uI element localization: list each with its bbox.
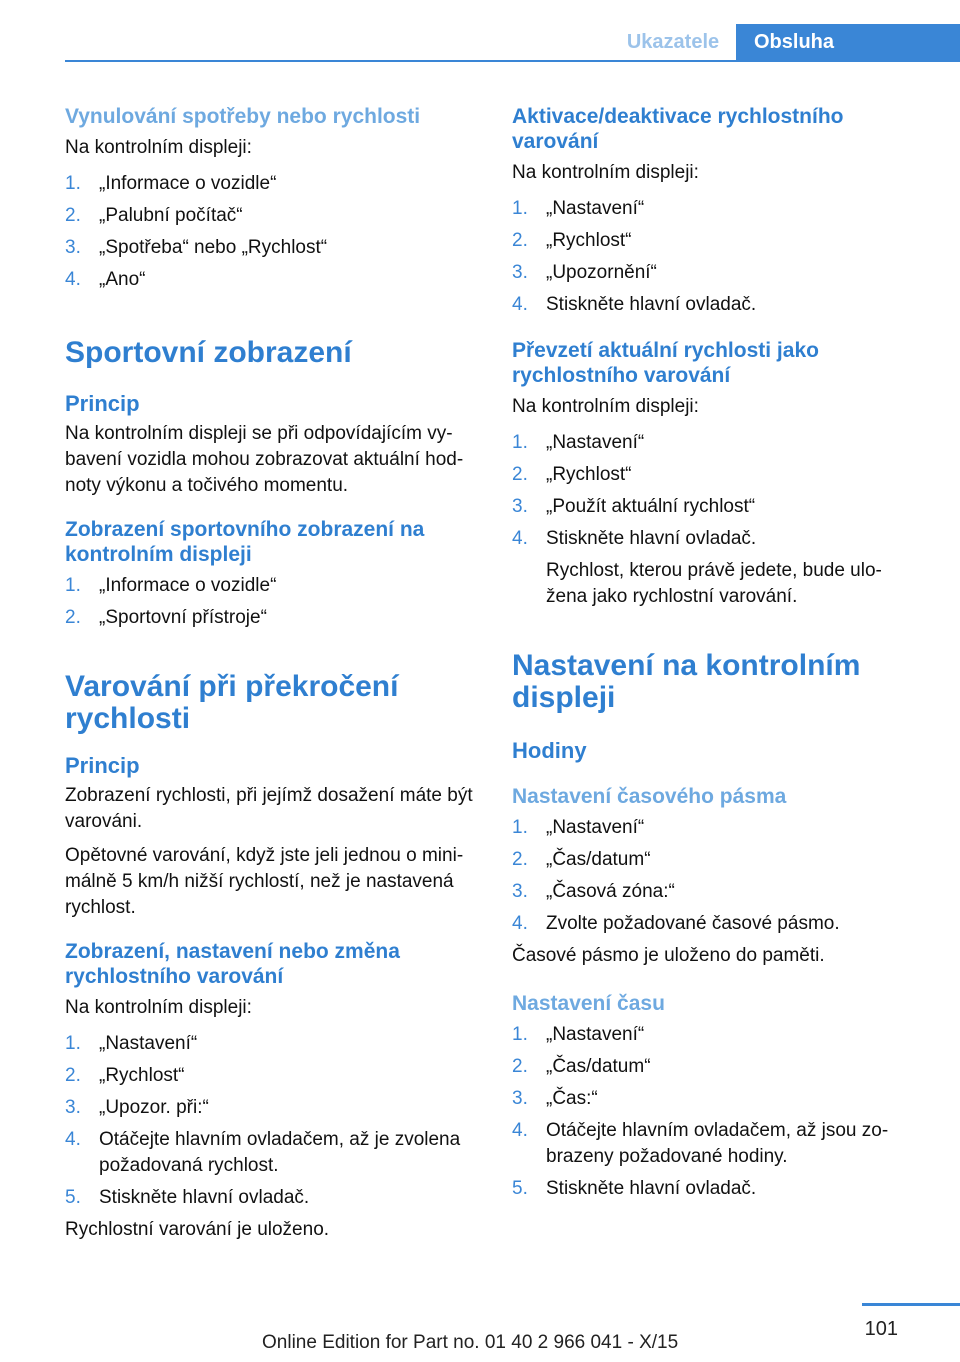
list-item: 4. „Ano“ bbox=[65, 269, 146, 290]
list-item: 2. „Palubní počítač“ bbox=[65, 205, 243, 226]
footer-rule bbox=[862, 1303, 960, 1306]
numbered-list bbox=[512, 430, 904, 552]
list-item: 3. „Časová zóna:“ bbox=[512, 881, 675, 902]
list-item: 2. „Rychlost“ bbox=[512, 230, 632, 251]
paragraph: Rychlostní varování je uloženo. bbox=[65, 1219, 330, 1240]
list-item: 2. „Čas/datum“ bbox=[512, 1056, 651, 1077]
list-item: 5. Stiskněte hlavní ovladač. bbox=[512, 1178, 757, 1199]
page-number: 101 bbox=[864, 1318, 898, 1340]
subheading: Princip bbox=[65, 391, 140, 416]
numbered-list bbox=[65, 1031, 485, 1211]
numbered-list bbox=[65, 171, 485, 293]
tab-obsluha: Obsluha bbox=[736, 24, 960, 61]
list-item: 2. „Rychlost“ bbox=[512, 464, 632, 485]
paragraph: Časové pásmo je uloženo do paměti. bbox=[512, 945, 825, 966]
list-item: 1. „Nastavení“ bbox=[512, 198, 645, 219]
paragraph: Opětovné varování, když jste jeli jednou o minimálně 5 km/h nižší rychlostí, než je nastavená rychlost. bbox=[65, 845, 464, 918]
list-item: 3. „Upozor. při:“ bbox=[65, 1097, 209, 1118]
list-item: 3. „Upozornění“ bbox=[512, 262, 657, 283]
list-item: 2. „Čas/datum“ bbox=[512, 849, 651, 870]
subheading: Hodiny bbox=[512, 738, 587, 763]
subheading: Zobrazení, nastavení nebo změna rychlostního varování bbox=[65, 940, 400, 988]
paragraph: Na kontrolním displeji: bbox=[512, 396, 699, 417]
subheading: Nastavení časového pásma bbox=[512, 785, 787, 808]
header-rule bbox=[65, 60, 960, 62]
paragraph: Na kontrolním displeji: bbox=[65, 137, 252, 158]
list-note: Rychlost, kterou právě jedete, bude uložena jako rychlostní varování. bbox=[546, 560, 882, 607]
list-item: 4. Stiskněte hlavní ovladač. bbox=[512, 294, 757, 315]
list-item: 2. „Rychlost“ bbox=[65, 1065, 185, 1086]
list-item: 4. Otáčejte hlavním ovladačem, až jsou zobrazeny požadované hodiny. bbox=[512, 1120, 889, 1167]
subheading: Nastavení času bbox=[512, 992, 665, 1015]
section-heading: Nastavení na kontrolním displeji bbox=[512, 649, 861, 714]
list-item: 1. „Informace o vozidle“ bbox=[65, 575, 277, 596]
list-item: 3. „Čas:“ bbox=[512, 1088, 598, 1109]
numbered-list bbox=[65, 573, 485, 631]
section-heading: Varování při překročení rychlosti bbox=[65, 670, 399, 735]
numbered-list bbox=[512, 1022, 904, 1202]
paragraph: Zobrazení rychlosti, při jejímž dosažení máte být varováni. bbox=[65, 785, 473, 832]
numbered-list bbox=[512, 815, 904, 937]
section-title: Vynulování spotřeby nebo rychlosti bbox=[65, 105, 421, 128]
list-item: 1. „Nastavení“ bbox=[512, 432, 645, 453]
list-item: 3. „Použít aktuální rychlost“ bbox=[512, 496, 756, 517]
paragraph: Na kontrolním displeji: bbox=[512, 162, 699, 183]
right-column bbox=[512, 104, 904, 1202]
list-item: 3. „Spotřeba“ nebo „Rychlost“ bbox=[65, 237, 328, 258]
numbered-list bbox=[512, 196, 904, 318]
tab-ukazatele: Ukazatele bbox=[626, 31, 720, 53]
list-item: 2. „Sportovní přístroje“ bbox=[65, 607, 267, 628]
subheading: Aktivace/deaktivace rychlostního varování bbox=[512, 105, 844, 153]
list-item: 4. Zvolte požadované časové pásmo. bbox=[512, 913, 840, 934]
section-heading: Sportovní zobrazení bbox=[65, 336, 352, 369]
footer-edition: Online Edition for Part no. 01 40 2 966 041 - X/15 bbox=[262, 1332, 679, 1353]
paragraph: Na kontrolním displeji se při odpovídajícím vybavení vozidla mohou zobrazovat aktuální hodnoty výkonu a točivého momentu. bbox=[65, 423, 464, 496]
list-item: 1. „Informace o vozidle“ bbox=[65, 173, 277, 194]
subheading: Převzetí aktuální rychlosti jako rychlostního varování bbox=[512, 339, 819, 387]
left-column bbox=[65, 104, 485, 1243]
list-item: 1. „Nastavení“ bbox=[512, 1024, 645, 1045]
list-item: 1. „Nastavení“ bbox=[512, 817, 645, 838]
list-item: 4. Otáčejte hlavním ovladačem, až je zvolena požadovaná rychlost. bbox=[65, 1129, 461, 1176]
paragraph: Na kontrolním displeji: bbox=[65, 997, 252, 1018]
subheading: Princip bbox=[65, 753, 140, 778]
subheading: Zobrazení sportovního zobrazení na kontrolním displeji bbox=[65, 518, 425, 566]
list-item: 1. „Nastavení“ bbox=[65, 1033, 198, 1054]
list-item: 4. Stiskněte hlavní ovladač. bbox=[512, 528, 757, 549]
list-item: 5. Stiskněte hlavní ovladač. bbox=[65, 1187, 310, 1208]
